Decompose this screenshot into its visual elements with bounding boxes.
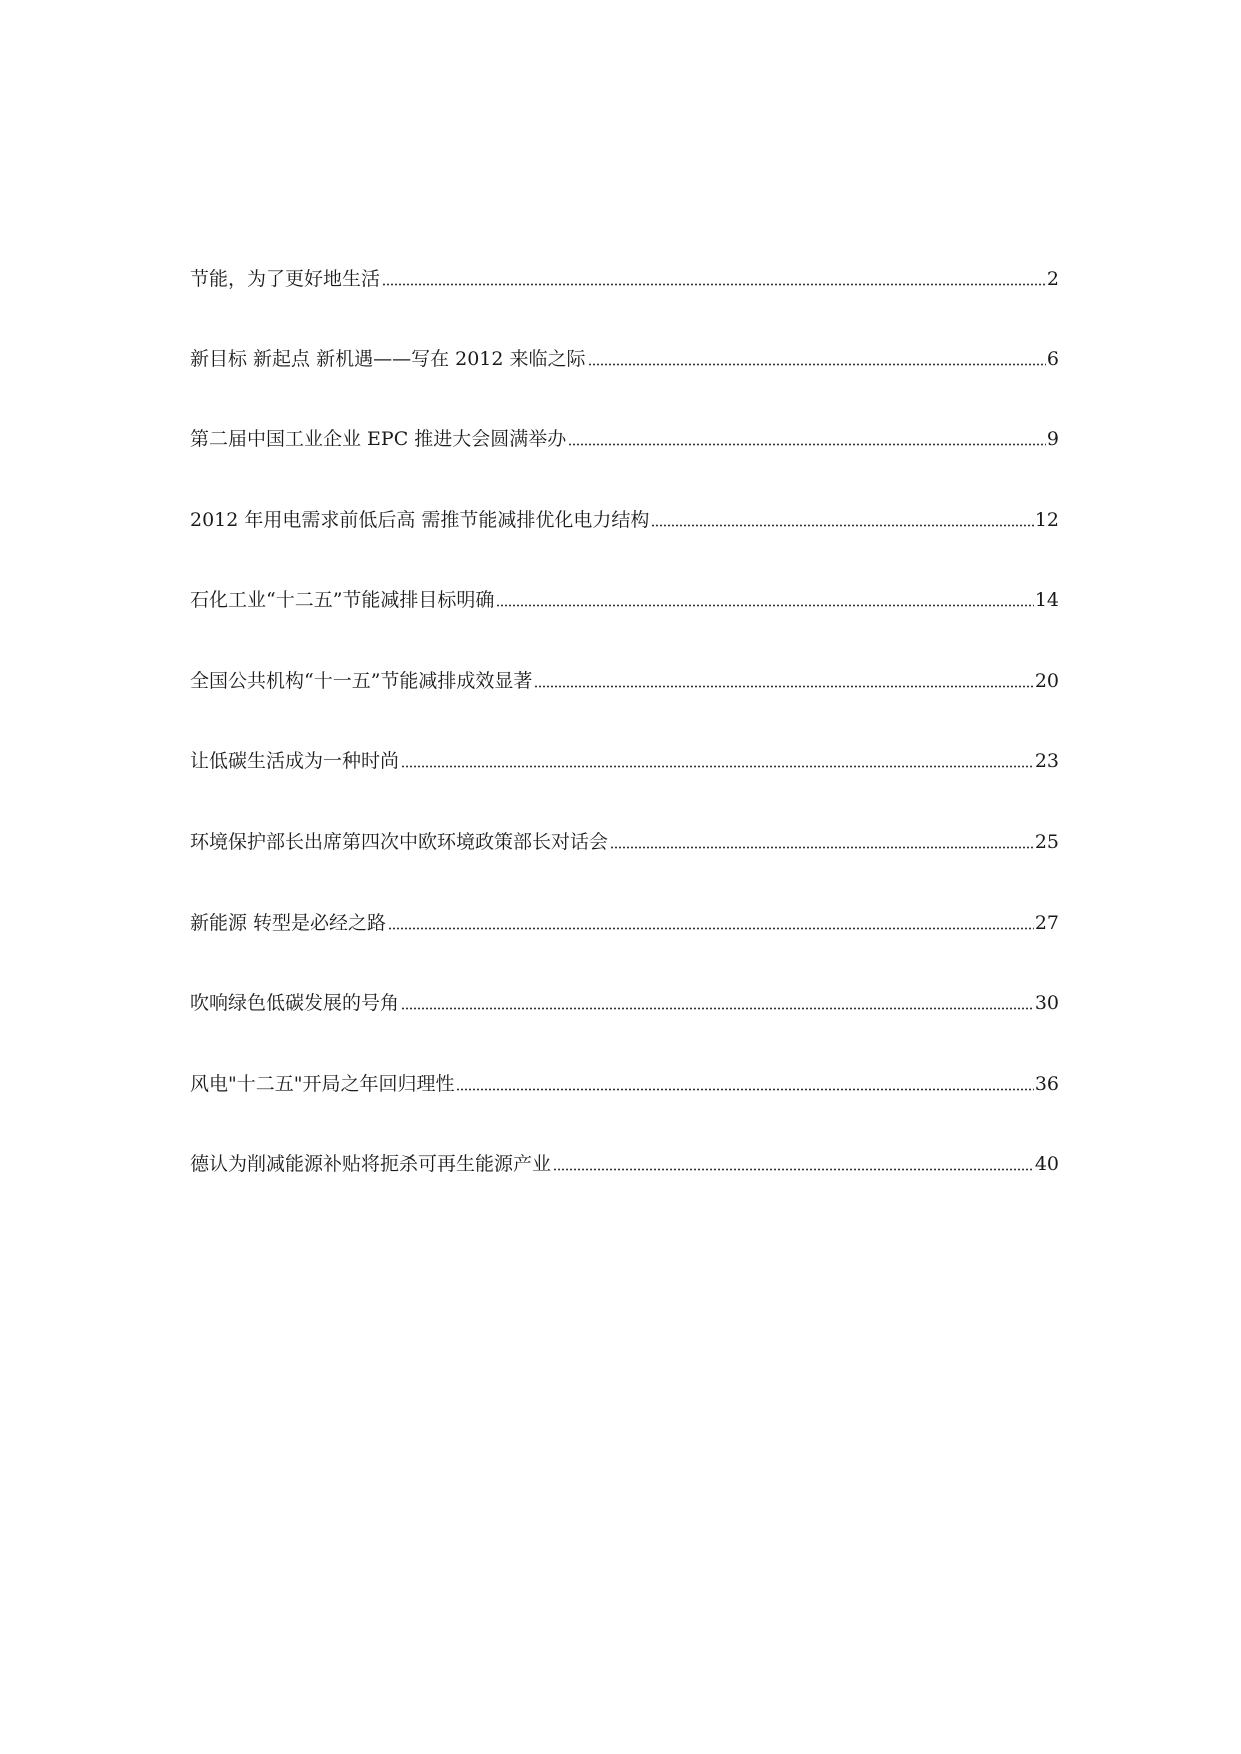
toc-entry-page[interactable]: 12: [1034, 509, 1059, 531]
toc-entry-page[interactable]: 30: [1034, 992, 1059, 1014]
toc-entry[interactable]: [190, 496, 1059, 532]
toc-entry[interactable]: [190, 657, 1059, 693]
toc-entry[interactable]: [190, 818, 1059, 854]
dot-leader: [553, 1168, 1034, 1171]
toc-entry-page[interactable]: 27: [1034, 912, 1059, 934]
toc-entry[interactable]: [190, 979, 1059, 1015]
dot-leader: [651, 524, 1033, 527]
toc-entry[interactable]: [190, 576, 1059, 612]
toc-entry-title[interactable]: 新目标 新起点 新机遇——写在 2012 来临之际: [190, 348, 586, 370]
dot-leader: [610, 846, 1034, 849]
dot-leader: [456, 1088, 1033, 1091]
toc-entry[interactable]: [190, 1140, 1059, 1176]
toc-entry[interactable]: [190, 1060, 1059, 1096]
toc-entry-title[interactable]: 节能，为了更好地生活: [190, 268, 381, 290]
toc-entry[interactable]: [190, 255, 1059, 291]
toc-entry[interactable]: [190, 737, 1059, 773]
toc-entry-page[interactable]: 2: [1046, 268, 1059, 290]
toc-entry-title[interactable]: 石化工业“十二五”节能减排目标明确: [190, 589, 495, 611]
toc-entry-page[interactable]: 40: [1034, 1153, 1059, 1175]
toc-entry-title[interactable]: 让低碳生活成为一种时尚: [190, 750, 400, 772]
toc-entry[interactable]: [190, 415, 1059, 451]
toc-entry-title[interactable]: 第二届中国工业企业 EPC 推进大会圆满举办: [190, 428, 567, 450]
toc-entry-page[interactable]: 25: [1034, 831, 1059, 853]
dot-leader: [568, 443, 1046, 446]
toc-entry-page[interactable]: 6: [1046, 348, 1059, 370]
dot-leader: [388, 927, 1034, 930]
toc-entry-title[interactable]: 2012 年用电需求前低后高 需推节能减排优化电力结构: [190, 509, 650, 531]
dot-leader: [588, 363, 1046, 366]
toc-entry-title[interactable]: 环境保护部长出席第四次中欧环境政策部长对话会: [190, 831, 609, 853]
dot-leader: [382, 283, 1046, 286]
toc-entry-title[interactable]: 吹响绿色低碳发展的号角: [190, 992, 400, 1014]
toc-entry-page[interactable]: 23: [1034, 750, 1059, 772]
toc-entry[interactable]: [190, 335, 1059, 371]
toc-entry-page[interactable]: 14: [1034, 589, 1059, 611]
toc-entry-page[interactable]: 20: [1034, 670, 1059, 692]
toc-entry-title[interactable]: 全国公共机构“十一五”节能减排成效显著: [190, 670, 533, 692]
dot-leader: [534, 685, 1033, 688]
dot-leader: [401, 765, 1034, 768]
dot-leader: [401, 1007, 1034, 1010]
dot-leader: [496, 604, 1033, 607]
toc-entry[interactable]: [190, 899, 1059, 935]
toc-entry-title[interactable]: 风电"十二五"开局之年回归理性: [190, 1073, 455, 1095]
toc-entry-page[interactable]: 36: [1034, 1073, 1059, 1095]
toc-entry-page[interactable]: 9: [1046, 428, 1059, 450]
toc-entry-title[interactable]: 德认为削减能源补贴将扼杀可再生能源产业: [190, 1153, 552, 1175]
toc-entry-title[interactable]: 新能源 转型是必经之路: [190, 912, 387, 934]
